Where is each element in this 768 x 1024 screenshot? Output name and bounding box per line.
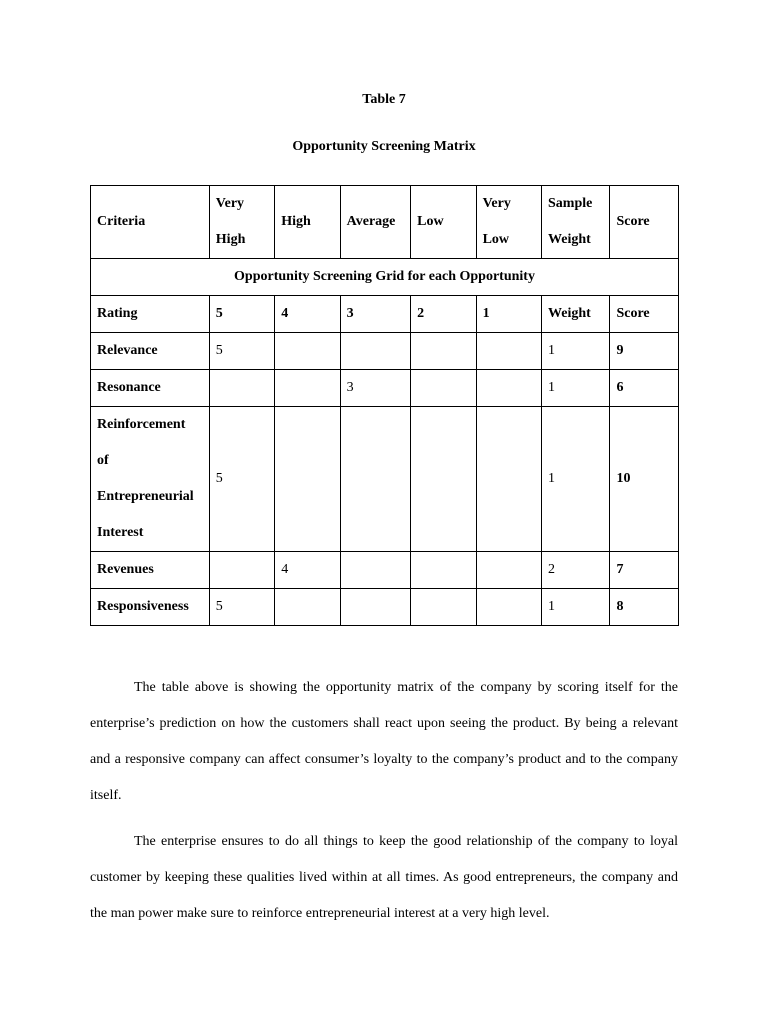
row-label: Responsiveness	[91, 589, 210, 626]
cell-very-low	[476, 552, 541, 589]
header-score: Score	[610, 186, 679, 259]
rating-1: 1	[476, 296, 541, 333]
table-row	[91, 589, 679, 626]
cell-very-low	[476, 589, 541, 626]
cell-high	[275, 407, 340, 552]
paragraph: The table above is showing the opportunity matrix of the company by scoring itself for the enterprise’s prediction on how the customers shall react upon seeing the product. By being a relevant and a responsive company can affect consumer’s loyalty to the company’s product and to the company itself.	[90, 680, 678, 803]
cell-low	[411, 552, 476, 589]
cell-average	[340, 333, 410, 370]
cell-very-high	[209, 552, 274, 589]
rating-row	[91, 296, 679, 333]
rating-2: 2	[411, 296, 476, 333]
cell-weight: 1	[542, 333, 610, 370]
cell-score: 10	[610, 407, 679, 552]
cell-low	[411, 407, 476, 552]
cell-weight: 1	[542, 407, 610, 552]
header-very-low: Very Low	[476, 186, 541, 259]
cell-low	[411, 333, 476, 370]
cell-score: 9	[610, 333, 679, 370]
grid-title-row	[91, 259, 679, 296]
opportunity-screening-table	[90, 185, 679, 626]
paragraph: The enterprise ensures to do all things to keep the good relationship of the company to loyal customer by keeping these qualities lived within at all times. As good entrepreneurs, the company and the man power make sure to reinforce entrepreneurial interest at a very high level.	[90, 834, 678, 921]
cell-high	[275, 370, 340, 407]
cell-very-high: 5	[209, 333, 274, 370]
cell-weight: 2	[542, 552, 610, 589]
cell-very-high	[209, 370, 274, 407]
header-high: High	[275, 186, 340, 259]
header-sample-weight: Sample Weight	[542, 186, 610, 259]
table-number: Table 7	[362, 92, 406, 107]
cell-average	[340, 552, 410, 589]
cell-high	[275, 589, 340, 626]
header-criteria: Criteria	[91, 186, 210, 259]
row-label: Reinforcement of Entrepreneurial Interest	[91, 407, 210, 552]
header-very-high: Very High	[209, 186, 274, 259]
cell-very-low	[476, 407, 541, 552]
cell-average	[340, 407, 410, 552]
rating-label: Rating	[91, 296, 210, 333]
rating-score: Score	[610, 296, 679, 333]
cell-score: 6	[610, 370, 679, 407]
cell-low	[411, 589, 476, 626]
cell-average	[340, 589, 410, 626]
cell-very-low	[476, 333, 541, 370]
row-label: Relevance	[91, 333, 210, 370]
cell-score: 7	[610, 552, 679, 589]
header-row	[91, 186, 679, 259]
grid-title: Opportunity Screening Grid for each Opportunity	[91, 259, 679, 296]
rating-5: 5	[209, 296, 274, 333]
rating-4: 4	[275, 296, 340, 333]
cell-very-low	[476, 370, 541, 407]
table-row	[91, 333, 679, 370]
rating-3: 3	[340, 296, 410, 333]
row-label: Resonance	[91, 370, 210, 407]
rating-weight: Weight	[542, 296, 610, 333]
cell-high: 4	[275, 552, 340, 589]
cell-score: 8	[610, 589, 679, 626]
row-label: Revenues	[91, 552, 210, 589]
table-row	[91, 407, 679, 552]
cell-average: 3	[340, 370, 410, 407]
header-low: Low	[411, 186, 476, 259]
table-title: Opportunity Screening Matrix	[292, 139, 476, 154]
table-row	[91, 552, 679, 589]
header-average: Average	[340, 186, 410, 259]
cell-very-high: 5	[209, 407, 274, 552]
cell-low	[411, 370, 476, 407]
cell-weight: 1	[542, 370, 610, 407]
table-row	[91, 370, 679, 407]
cell-high	[275, 333, 340, 370]
cell-very-high: 5	[209, 589, 274, 626]
cell-weight: 1	[542, 589, 610, 626]
